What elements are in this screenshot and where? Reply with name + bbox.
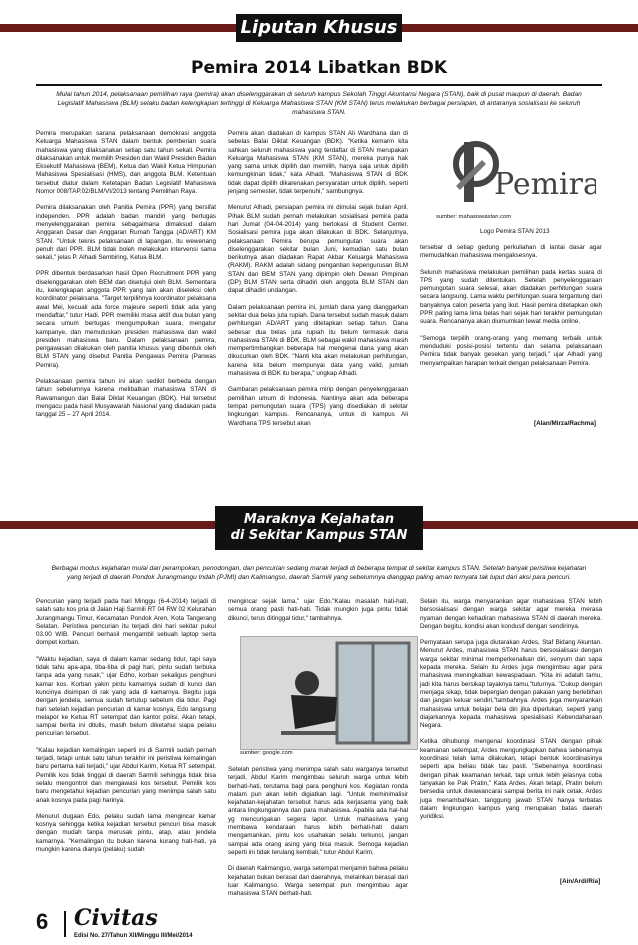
article2-banner	[0, 503, 638, 549]
logo-caption: Logo Pemira STAN 2013	[480, 228, 550, 235]
paragraph: Pemira merupakan sarana pelaksanaan demokrasi anggota Keluarga Mahasiswa STAN dalam bentuk pemberian suara mahasiswa yang dilaksanakan setiap satu tahun sekali. Pemira dilaksanakan untuk memilih Presiden dan Wakil Presiden Badan Eksekutif Mahasiswa (BEM), Ketua dan Wakil Ketua Himpunan Mahasiswa Spesialisasi (HMS), dan anggota BLM. Ketentuan tersebut diatur dalam Ketetapan Badan Legislatif Mahasiswa Nomor 008/TAP.02/BLM/VI/2013 tentang Pemilihan Raya.	[36, 130, 216, 196]
article1-column-2	[228, 130, 408, 436]
paragraph: Pemira dilaksanakan oleh Panitia Pemira (PPR) yang bersifat independen. PPR adalah badan mandiri yang bertugas menyelenggarakan pemira sebagaimana dimaksud dalam Anggaran Dasar dan Anggaran Rumah Tangga (AD/ART) KM STAN. "Untuk teknis pelaksanaan di lapangan, itu wewenang penuh dari PPR. BLM tidak boleh melakukan intervensi sama sekali," jelas P. Alhadi Sembiring, Ketua BLM.	[36, 204, 216, 262]
logo-wordmark: Pemira	[494, 167, 596, 202]
thief-window-icon	[241, 637, 417, 749]
paragraph: "Kalau kejadian kemalingan seperti ini di Sarmili sudah pernah terjadi, tetapi untuk satu tahun terakhir ini peristiwa kemalingan baru pertama kali terjadi," ujar Abdul Karim, Ketua RT setempat. Pemilik kos tidak tinggal di daerah Sarmili sehingga tidak bisa selalu mengontrol dan mengawasi kos tersebut. Pemilik kos baru mengetahui kejadian pencurian yang menimpa salah satu anak kosnya pada pagi harinya.	[36, 746, 216, 804]
article2-column-1	[36, 598, 216, 862]
article1-lead: Mulai tahun 2014, pelaksanaan pemilihan raya (pemira) akan diselenggarakan di seluruh kampus Sekolah Tinggi Akuntansi Negara (STAN), baik di pusat maupun di daerah. Badan Legislatif Mahasiswa (BLM) selaku badan kelengkapan tertinggi di Keluarga Mahasiswa STAN (KM STAN) terus melakukan berbagai persiapan, di antaranya sosialisasi ke seluruh mahasiswa STAN.	[56, 91, 582, 116]
footer-divider	[64, 911, 66, 937]
page-footer	[0, 905, 638, 945]
photo-source: sumber: google.com	[240, 750, 293, 756]
section-banner	[0, 0, 638, 44]
title-line: di Sekitar Kampus STAN	[230, 528, 408, 543]
logo-source: sumber: mahasiswastan.com	[436, 214, 512, 220]
page-number: 6	[36, 909, 49, 934]
article1-column-3	[420, 244, 602, 376]
paragraph: "Waktu kejadian, saya di dalam kamar sedang tidur, tapi saya tidak tahu apa-apa, tiba-tiba di pagi hari, pintu sudah terbuka tanpa ada yang rusak," ujar Edho, korban sekaligus penghuni kamar kos. Korban yakin pintu kamarnya sudah di kunci dan kuncinya disimpan di rak yang ada di kamarnya. Begitu juga dengan jendela, semua sudah tertutup sebelum dia tidur. Pagi hari setelah kejadian pencurian di kamar kosnya, Edo langsung melapor ke Ketua RT setempat dan kantor polisi. Akan tetapi, sampai berita ini ditulis, masih belum diketahui siapa pelaku pencurian tersebut.	[36, 655, 216, 738]
paragraph: tersebar di setiap gedung perkuliahan di lantai dasar agar memudahkan mahasiswa mengaksesnya.	[420, 244, 602, 260]
paragraph: Pencurian yang terjadi pada hari Minggu (6-4-2014) terjadi di salah satu kos pria di Jalan Haji Sarmili RT 04 RW 02 Kelurahan Jurangmangu Timur, Kecamatan Pondok Aren, Kota Tangerang Selatan. Peristiwa pencurian itu terjadi dini hari sekitar pukul 03.00 WIB. Pencuri berhasil mengambil sebuah laptop serta dompet korban.	[36, 598, 216, 647]
paragraph: Selain itu, warga menyarankan agar mahasiswa STAN lebih bersosialisasi dengan warga sekitar agar mereka merasa nyaman dengan kehadiran mahasiswa STAN di daerah mereka. Dengan begitu, kondisi akan kondusif dengan sendirinya.	[420, 598, 602, 630]
paragraph: PPR dibentuk berdasarkan hasil Open Recruitment PPR yang diselenggarakan oleh BEM dan disetujui oleh BLM. Sementara itu, kelengkapan anggota PPR yang lain akan diseleksi oleh koordinator pelaksana. "Target terpilihnya koordinator pelaksana awal Mei, kecuali ada force majeure seperti tidak ada yang mendaftar," tutur Hadi. PPR memiliki masa aktif dua bulan yang secara umum bertugas mengumpulkan suara, mengatur kampanye, dan memutuskan presiden mahasiswa dan wakil presiden mahasiswa baru. Dalam pelaksanaan pemira, pengawasan dilakukan oleh panitia khusus yang dibentuk oleh BLM STAN yang disebut Panitia Pengawas Pemira (Panwas Pemira).	[36, 270, 216, 369]
article2-lead: Berbagai modus kejahatan mulai dari perampokan, penodongan, dan pencurian sedang marak terjadi di beberapa tempat di sekitar kampus STAN. Setelah banyak peristiwa kejahatan yang terjadi di daerah Pondok Jurangmangu Indah (PJMI) dan Kalimangso, daerah Sarmili yang sebelumnya dianggap paling aman ternyata tak luput dari aksi para pencuri.	[51, 565, 587, 581]
title-rule	[36, 84, 602, 86]
brand-logo: Civitas	[74, 905, 158, 931]
article1-column-1	[36, 130, 216, 428]
pemira-logo-icon	[436, 134, 596, 214]
paragraph: Setelah peristiwa yang menimpa salah satu warganya tersebut terjadi, Abdul Karim mengimbau seluruh warga untuk lebih berhati-hati, terutama bagi para penghuni kos. Kegiatan ronda malam pun akan lebih digiatkan lagi. "Untuk meminimalisir kejahatan-kejahatan tersebut harus ada kerjasama yang baik antara lingkungannya dan para mahasiswa. Apabila ada hal-hal yg mencurigakan segera lapor. Untuk mahasiswa yang membawa kendaraan harus lebih berhati-hati dalam mengamankan, pintu kos usahakan selalu terkunci, jangan sampai ada orang asing yang bisa masuk. Semoga kejadian seperti ini tidak terulang kembali," tutur Abdul Karim.	[228, 766, 408, 856]
article2-title	[215, 506, 423, 550]
paragraph: Menurut Alhadi, persiapan pemira ini dimulai sejak bulan April. Pihak BLM sudah pernah melakukan sosialisasi pemira pada hari Jumat (04-04-2014) yang berlokasi di Student Center. Sosialisasi pemira juga akan dilakukan di BDK. Selanjutnya, pelaksanaan Pemira berupa pemungutan suara akan diselenggarakan sekitar bulan Juni, kemudian satu bulan berikutnya akan diadakan Rapat Akbar Keluarga Mahasiswa (RAKM). RAKM adalah sidang pengantian kepengurusan BLM STAN dan BEM STAN yang dipimpin oleh Dewan Pimpinan (DP) BLM STAN serta dihadiri oleh anggota BLM STAN dan dapat dihadiri undangan.	[228, 204, 408, 295]
section-title: Liputan Khusus	[236, 14, 402, 42]
paragraph: Ketika dihubungi mengenai koordinasi STAN dengan pihak keamanan setempat, Ardes mengungkapkan bahwa sebenarnya koordinasi telah lama dilakukan, tetapi bentuk koordinasinya seperti apa beliau tidak tau pasti. "Sebenarnya koordinasi dengan pihak keamanan terkait, tapi untuk lebih jelasnya coba tanyakan ke Pak Pratin," Kata Ardes. Akan tetapi, Pratin belum bersedia untuk diwawancarai sampai berita ini naik cetak. Ardes juga menambahkan, tanggung jawab STAN hanya terbatas dalam lingkungan kampus yang merupakan batas daerah yuridiksi.	[420, 738, 602, 821]
paragraph: Seluruh mahasiswa melakukan pemilihan pada kertas suara di TPS yang sudah ditentukan. Setelah penyelenggaraan pemungutan suara selesai, akan diadakan perhitungan suara secara langsung. Lama waktu perhitungan suara tergantung dari banyaknya calon peserta yang ikut. Hasil pemira ditetapkan oleh PPR paling lama lima belas hari sejak hari terakhir pemungutan suara. Rencananya akan diumumkan lewat media online.	[420, 268, 602, 326]
article1-title: Pemira 2014 Libatkan BDK	[190, 58, 447, 78]
article2-column-3	[420, 598, 602, 829]
article2-column-2a: mengincar sejak lama," ujar Edo."Kalau masalah hati-hati, semua orang pasti hati-hati. Tidak mungkin juga pintu tidak dikunci, terus ditinggal tidur," tambahnya.	[228, 598, 408, 622]
paragraph: Pelaksanaan pemira tahun ini akan sedikit berbeda dengan tahun sebelumnya karena melibatkan mahasiswa STAN di Rawamangun dan Balai Diklat Keuangan (BDK). Hal tersebut mengacu pada hasil Musyawarah Nasional yang diadakan pada tanggal 25 – 27 April 2014.	[36, 378, 216, 419]
paragraph: Pemira akan diadakan di kampus STAN Ali Wardhana dan di sebelas Balai Diklat Keuangan (BDK). "Ketika kemarin kita sahkan seluruh mahasiswa yang terdaftar di STAN merupakan Keluarga Mahasiswa STAN (KM STAN), mereka punya hak yang sama untuk dipilih dan memilih, hanya saja untuk dipilih kemungkinan tidak," kata Alhadi. "Mahasiswa STAN di BDK tidak dapat dipilih dikarenakan persyaratan untuk dipilih, seperti jenjang semester, tidak terpenuhi," sambungnya.	[228, 130, 408, 196]
crime-photo	[240, 636, 418, 750]
paragraph: "Semoga terpilih orang-orang yang memang terbaik untuk menduduki posisi-posisi tertentu dan selama pelaksanaan Pemira tidak banyak gesekan yang terjadi," ujar Alhadi yang menyampaikan harapan terkait dengan pelaksanaan Pemira.	[420, 334, 602, 367]
paragraph: Pernyataan serupa juga diutarakan Ardes, Staf Bidang Akuntan. Menurut Ardes, mahasiswa STAN harus bersosialisasi dengan warga sekitar minimal memperkenalkan diri, senyum dan sapa kepada mereka. Selain itu Ardes juga mengimbau agar para mahasiswa meningkatkan kewaspadaan. "Kita ini adalah tamu, jadi kita harus bersikap layaknya tamu,"tuturnya. "Cukup dengan menjaga sikap, tidak bepergian dengan pakaian yang berlebihan dan jangan keluar sendiri,"tambahnya. Ardes juga menyarankan mahasiswa untuk belajar bela diri jika diperlukan, seperti yang diajarkannya kepada mahasiswa spesialisasi Kebendaharaan Negara.	[420, 639, 602, 730]
paragraph: Di daerah Kalimangso, warga setempat menjamin bahwa pelaku kejahatan bukan berasal dari daerahnya, melainkan berasal dari luar Kalimangso. Warga setempat pun mengimbau agar mahasiswa STAN berhati-hati.	[228, 865, 408, 898]
edition-info: Edisi No. 27/Tahun XII/Minggu III/Mei/2014	[74, 933, 193, 939]
article1-credit: [Alan/Mirza/Rachma]	[534, 420, 596, 427]
article2-credit: [Ain/Ardi/Ria]	[560, 878, 601, 885]
paragraph: Dalam pelaksanaan pemira ini, jumlah dana yang dianggarkan sekitar dua belas juta rupiah. Dana tersebut sudah masuk dalam perhitungan AD/ART yang ditetapkan setiap tahun. Dana sebesar dua belas juta rupiah itu belum termasuk dana mahasiswa STAN di BDK. BLM sebagai wakil mahasiswa masih mempertimbangkan beberapa hal mengenai dana yang akan dikucurkan oleh BDK. "Nanti kita akan melakukan perhitungan, karena kita belum mempunyai data yang valid, jumlah mahasiswa di BDK itu berapa," ungkap Alhadi.	[228, 303, 408, 378]
title-line: Maraknya Kejahatan	[243, 512, 395, 527]
paragraph: Menurut dugaan Edo, pelaku sudah lama mengincar kamar kosnya sehingga ketika kejadian tersebut pencuri bisa masuk dengan mudah tanpa merusak pintu, atap, atau jendela kamarnya. "Kemalingan itu bukan karena kurang hati-hati, ya mungkin karena dianya (pelaku) sudah	[36, 812, 216, 854]
pemira-logo	[436, 134, 596, 214]
article2-column-2b	[228, 766, 408, 906]
paragraph: Gambaran pelaksanaan pemira mirip dengan penyelenggaraan pemilihan umum di Indonesia. Nantinya akan ada beberapa tempat pemungutan suara (TPS) yang disediakan di sekitar lingkungan kampus. Rencananya, untuk di kampus Ali Wardhana TPS tersebut akan	[228, 386, 408, 427]
